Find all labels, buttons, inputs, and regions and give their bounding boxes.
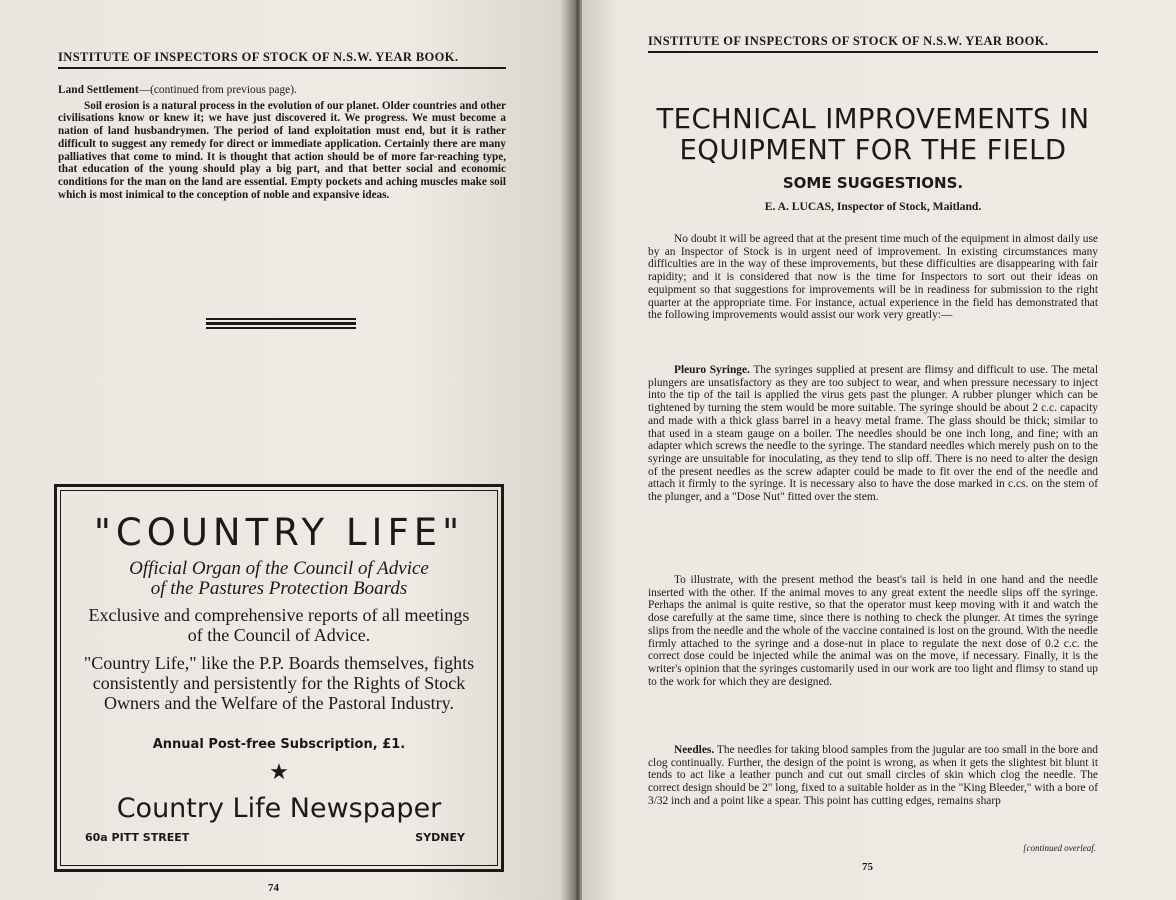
paragraph-pleuro-syringe — [648, 364, 1098, 504]
page-number-right: 75 — [862, 861, 873, 873]
land-body-text: Soil erosion is a natural process in the evolution of our planet. Older countries and other civilisations know or knew it; we have just discovered it. We progress. We must become a nation of land husbandrymen. The period of land exploitation must end, but it is rather difficult to suggest any remedy for direct or immediate application. Certainly there are many palliatives that come to mind. It is thought that action should be of more far-reaching type, that education of the young should play a big part, and that better social and economic conditions for the man on the land are essential. Empty pockets and aching muscles make soil which is most inimical to the conception of noble and expansive ideas. — [58, 99, 506, 201]
article-title-line-2: EQUIPMENT FOR THE FIELD — [679, 134, 1067, 166]
advert-city: SYDNEY — [415, 831, 465, 844]
continued-note: [continued overleaf. — [1023, 843, 1096, 853]
paragraph-lead-needles: Needles. — [674, 744, 715, 756]
advert-subtitle-line-2: of the Pastures Protection Boards — [150, 578, 408, 599]
land-settlement-section — [58, 84, 506, 201]
page-number-left: 74 — [268, 882, 279, 894]
article-title — [638, 104, 1108, 166]
advert-reports: Exclusive and comprehensive reports of all meetings of the Council of Advice. — [88, 605, 470, 645]
running-head-right: INSTITUTE OF INSPECTORS OF STOCK OF N.S.W. YEAR BOOK. — [648, 34, 1098, 53]
article-byline: E. A. LUCAS, Inspector of Stock, Maitland. — [764, 200, 982, 213]
country-life-advert — [54, 484, 504, 872]
running-head-left: INSTITUTE OF INSPECTORS OF STOCK OF N.S.W. YEAR BOOK. — [58, 50, 506, 69]
advert-subtitle-line-1: Official Organ of the Council of Advice — [129, 558, 429, 579]
land-heading-suffix: —(continued from previous page). — [138, 84, 297, 96]
article-title-line-1: TECHNICAL IMPROVEMENTS IN — [656, 103, 1090, 135]
advert-newspaper-name: Country Life Newspaper — [116, 793, 442, 824]
paragraph-intro: No doubt it will be agreed that at the present time much of the equipment in almost daily use by an Inspector of Stock is in urgent need of improvement. In existing circumstances many difficulties are in the way of these improvements, but these difficulties are disappearing with fair rapidity; and it is considered that now is the time for Inspectors to sort out their ideas on equipment so that suggestions for improvements will be in readiness for submission to the right quarter at the appropriate time. For instance, actual experience in the field has demonstrated that the following improvements would assist our work very greatly:— — [648, 233, 1098, 322]
advert-title: "COUNTRY LIFE" — [93, 511, 465, 554]
star-icon: ★ — [269, 759, 289, 784]
advert-subtitle — [57, 559, 501, 599]
section-divider — [206, 318, 356, 326]
article-subtitle: SOME SUGGESTIONS. — [782, 174, 964, 192]
right-page — [582, 0, 1176, 900]
paragraph-lead-pleuro: Pleuro Syringe. — [674, 364, 750, 376]
advert-subscription: Annual Post-free Subscription, £1. — [152, 737, 406, 752]
left-page — [0, 0, 572, 900]
paragraph-illustrate: To illustrate, with the present method the beast's tail is held in one hand and the needle inserted with the other. If the animal moves to any great extent the needle slips off the syringe. Perhaps the animal is quite restive, so that the operator must keep moving with it and watch the dose carefully at the same time, since there is nothing to check the plunger. At times the syringe slips from the needle and the whole of the vaccine contained is lost on the ground. With the needle firmly attached to the syringe and a dose-nut in place to regulate the next dose of 0.2 c.c. the correct dose could be injected while the animal was on the move, if necessary. Finally, it is the writer's opinion that the syringes customarily used in our work are too light and flimsy to stand up to the work for which they are designed. — [648, 574, 1098, 688]
paragraph-pleuro-body: The syringes supplied at present are flimsy and difficult to use. The metal plungers are unsatisfactory as they are too subject to wear, and when pressure necessary to inject into the tip of the tail is applied the virus gets past the plunger. A rubber plunger which can be tightened by turning the stem would be more suitable. The syringe should be about 2 c.c. capacity and made with a thick glass barrel in a heavy metal frame. The glass should be thick; similar to that used in a steam gauge on a boiler. The needles should be one inch long, and fine; with an adapter which screws the needle to the syringe. The standard needles which merely push on to the syringe are unsuitable for inoculating, as they tend to slip off. There is no need to alter the design of the present needles as the screw adapter could be made to fit over the end of the needle and attach it firmly to the syringe. It is necessary also to have the dose marked in c.cs. on the stem of the plunger, and a "Dose Nut" fitted over the stem. — [648, 364, 1098, 504]
advert-address: 60a PITT STREET — [85, 831, 190, 844]
advert-fights: "Country Life," like the P.P. Boards themselves, fights consistently and persistently for the Rights of Stock Owners and the Welfare of the Pastoral Industry. — [83, 653, 475, 713]
land-heading: Land Settlement — [58, 84, 139, 96]
paragraph-needles — [648, 744, 1098, 808]
paragraph-needles-body: The needles for taking blood samples from the jugular are too small in the bore and clog continually. Further, the design of the point is wrong, as when it gets the slightest bit blunt it tends to act like a leather punch and cut out small circles of skin which clog the needle. The correct design should be 2" long, fixed to a suitable holder as in the "King Bleeder," with a bore of 3/32 inch and a point like a spear. This point has cutting edges, remains sharp — [648, 744, 1098, 807]
